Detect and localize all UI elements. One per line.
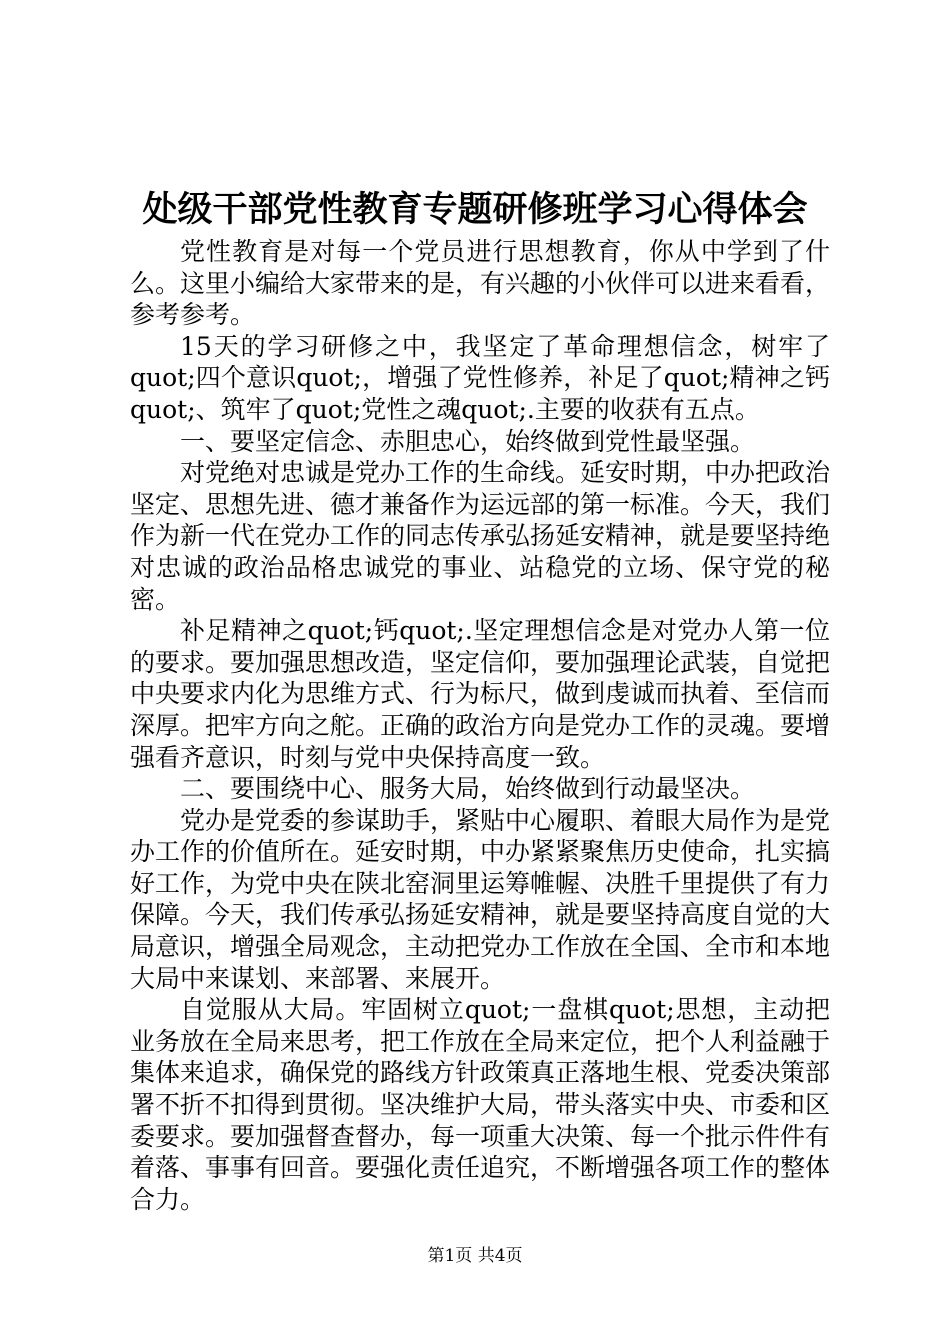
paragraph: 自觉服从大局。牢固树立quot;一盘棋quot;思想，主动把业务放在全局来思考，把工作放在全局来定位，把个人利益融于集体来追求，确保党的路线方针政策真正落地生根、党委决策部署不折不扣得到贯彻。坚决维护大局，带头落实中央、市委和区委要求。要加强督查督办，每一项重大决策、每一个批示件件有着落、事事有回音。要强化责任追究，不断增强各项工作的整体合力。 <box>130 995 831 1214</box>
page-number-footer: 第1页 共4页 <box>427 1246 523 1266</box>
paragraph: 对党绝对忠诚是党办工作的生命线。延安时期，中办把政治坚定、思想先进、德才兼备作为运远部的第一标准。今天，我们作为新一代在党办工作的同志传承弘扬延安精神，就是要坚持绝对忠诚的政治品格忠诚党的事业、站稳党的立场、保守党的秘密。 <box>130 458 831 614</box>
document-title: 处级干部党性教育专题研修班学习心得体会 <box>142 189 808 230</box>
paragraph: 党性教育是对每一个党员进行思想教育，你从中学到了什么。这里小编给大家带来的是，有兴趣的小伙伴可以进来看看，参考参考。 <box>130 237 831 330</box>
paragraph: 党办是党委的参谋助手，紧贴中心履职、着眼大局作为是党办工作的价值所在。延安时期，中办紧紧聚焦历史使命，扎实搞好工作，为党中央在陕北窑洞里运筹帷幄、决胜千里提供了有力保障。今天，我们传承弘扬延安精神，就是要坚持高度自觉的大局意识，增强全局观念，主动把党办工作放在全国、全市和本地大局中来谋划、来部署、来展开。 <box>130 805 831 993</box>
section-heading: 二、要围绕中心、服务大局，始终做到行动最坚决。 <box>180 774 756 804</box>
section-heading: 一、要坚定信念、赤胆忠心，始终做到党性最坚强。 <box>180 426 756 456</box>
paragraph: 补足精神之quot;钙quot;.坚定理想信念是对党办人第一位的要求。要加强思想改造，坚定信仰，要加强理论武装，自觉把中央要求内化为思维方式、行为标尺，做到虔诚而执着、至信而深厚。把牢方向之舵。正确的政治方向是党办工作的灵魂。要增强看齐意识，时刻与党中央保持高度一致。 <box>130 616 831 772</box>
paragraph: 15天的学习研修之中，我坚定了革命理想信念，树牢了quot;四个意识quot;，增强了党性修养，补足了quot;精神之钙quot;、筑牢了quot;党性之魂quot;.主要的收获有五点。 <box>130 331 830 424</box>
document-body <box>130 236 830 1215</box>
